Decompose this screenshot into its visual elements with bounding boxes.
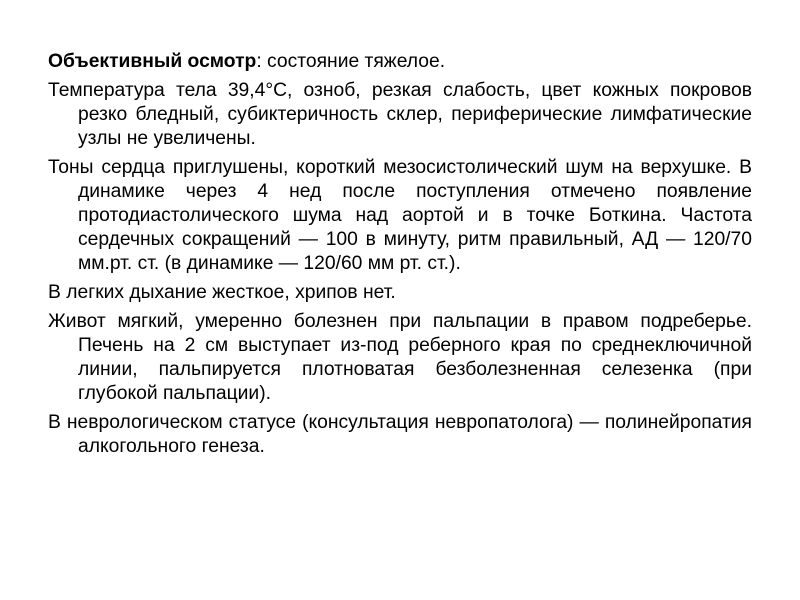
objective-exam-condition: : состояние тяжелое. — [256, 51, 446, 72]
paragraph-heart-sounds: Тоны сердца приглушены, короткий мезосистолический шум на верхушке. В динамике через 4 нед после поступления отмечено появление протодиастолического шума над аортой и в точке Боткина. Частота сердечных сокращений — 100 в минуту, ритм правильный, АД — 120/70 мм.рт. ст. (в динамике — 120/60 мм рт. ст.). — [48, 157, 752, 274]
paragraph-temperature: Температура тела 39,4°С, озноб, резкая слабость, цвет кожных покровов резко бледный, субиктеричность склер, периферические лимфатические узлы не увеличены. — [48, 80, 752, 149]
paragraph-lungs: В легких дыхание жесткое, хрипов нет. — [48, 282, 396, 303]
paragraph-abdomen: Живот мягкий, умеренно болезнен при пальпации в правом подреберье. Печень на 2 см выступает из-под реберного края по среднеключичной линии, пальпируется плотноватая безболезненная селезенка (при глубокой пальпации). — [48, 311, 752, 404]
paragraph-objective-exam — [48, 50, 752, 74]
paragraph-neurological-status: В неврологическом статусе (консультация невропатолога) — полинейропатия алкогольного генеза. — [48, 412, 752, 457]
objective-exam-heading: Объективный осмотр — [48, 51, 257, 72]
